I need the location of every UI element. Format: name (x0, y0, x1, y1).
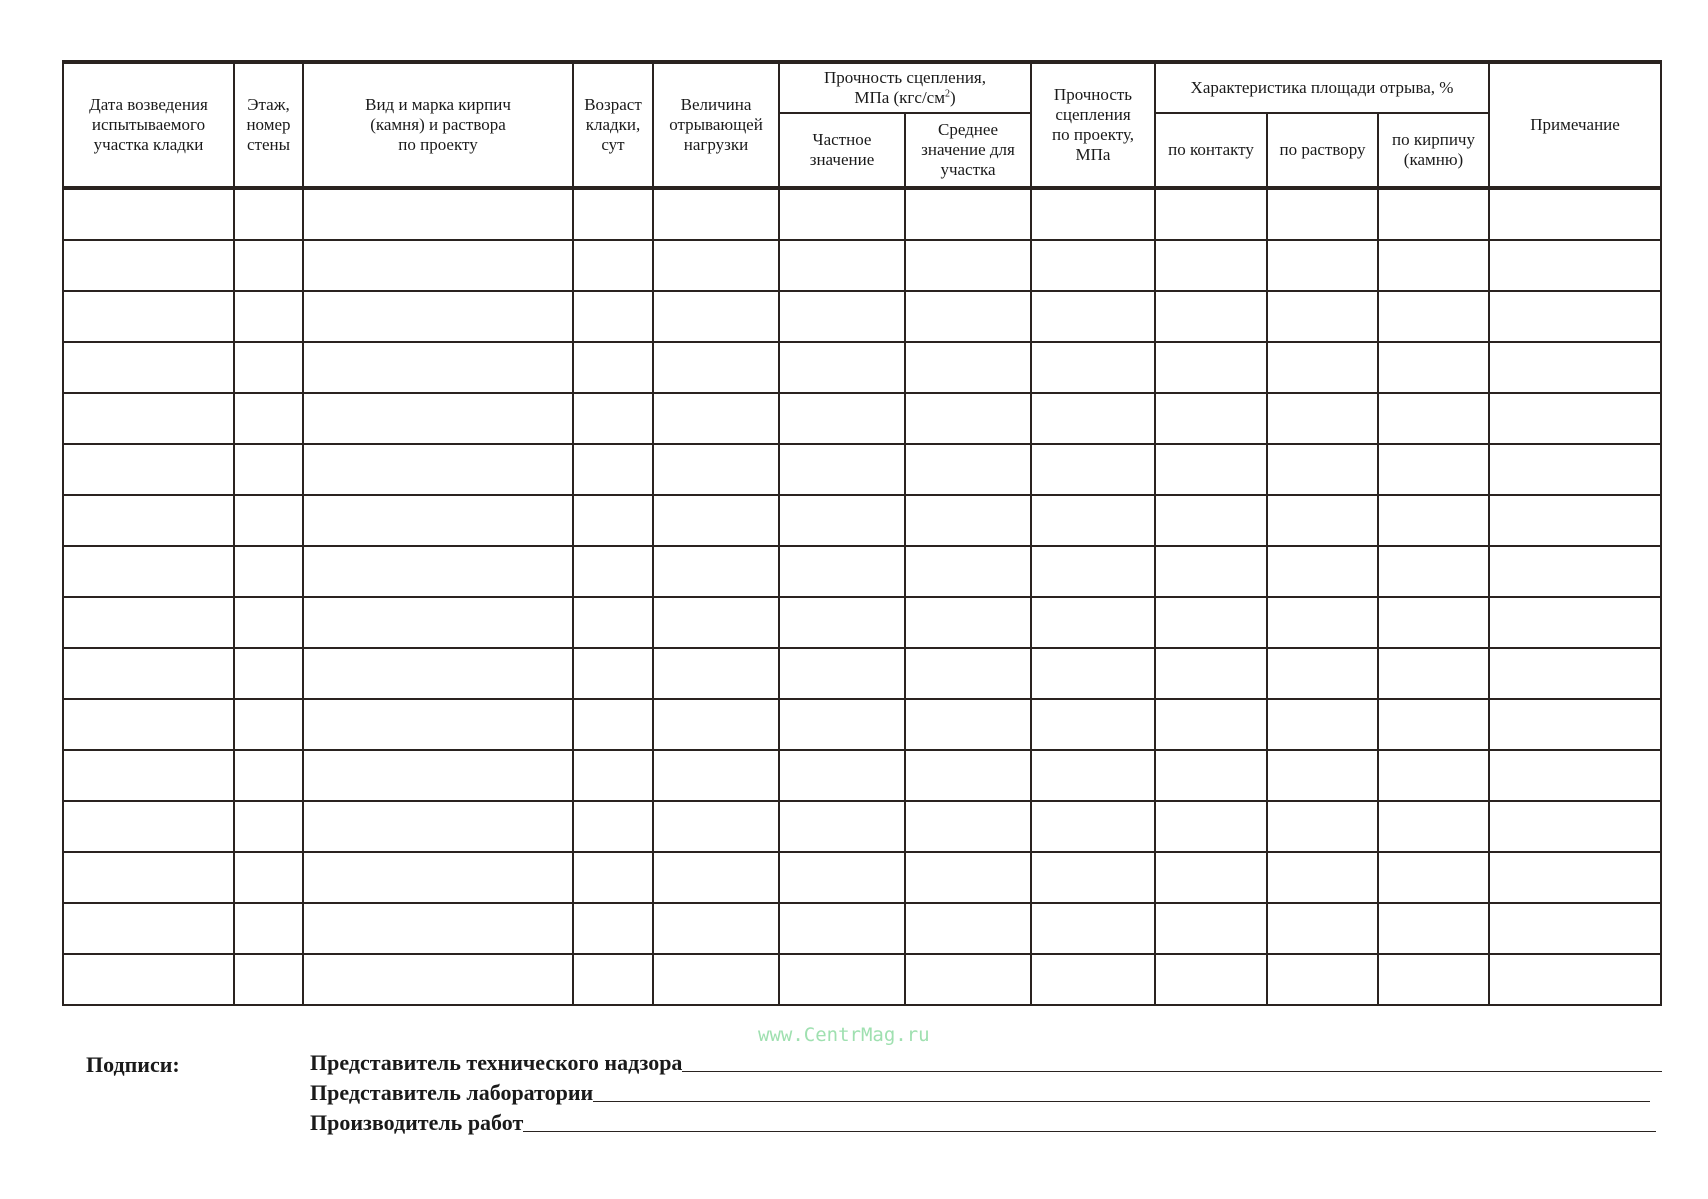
table-cell (1378, 393, 1489, 444)
table-cell (1378, 648, 1489, 699)
signature-role: Представитель технического надзора (310, 1050, 683, 1075)
table-cell (1155, 188, 1267, 240)
table-cell (779, 852, 905, 903)
table-cell (573, 852, 653, 903)
table-cell (1378, 546, 1489, 597)
table-cell (1267, 188, 1378, 240)
table-cell (1031, 954, 1155, 1005)
table-row (63, 852, 1661, 903)
table-cell (303, 188, 573, 240)
signature-line-work-manager (310, 1108, 1656, 1136)
table-cell (1031, 597, 1155, 648)
table-cell (303, 342, 573, 393)
table-cell (234, 444, 303, 495)
table-cell (1031, 546, 1155, 597)
table-cell (905, 597, 1031, 648)
table-row (63, 750, 1661, 801)
header-average-value: Среднее значение для участка (905, 113, 1031, 188)
table-cell (234, 342, 303, 393)
table-cell (63, 648, 234, 699)
header-brick-mortar-type: Вид и марка кирпич (камня) и раствора по проекту (303, 62, 573, 188)
table-cell (1378, 852, 1489, 903)
table-cell (653, 750, 779, 801)
table-cell (303, 597, 573, 648)
table-cell (1489, 291, 1661, 342)
table-cell (303, 750, 573, 801)
header-adhesion-strength-group (779, 62, 1031, 113)
table-row (63, 801, 1661, 852)
table-cell (1031, 291, 1155, 342)
table-row (63, 648, 1661, 699)
table-cell (779, 699, 905, 750)
table-cell (1489, 954, 1661, 1005)
watermark-text: www.CentrMag.ru (758, 1024, 930, 1046)
table-cell (905, 954, 1031, 1005)
table-cell (573, 801, 653, 852)
table-cell (63, 954, 234, 1005)
table-cell (1378, 597, 1489, 648)
table-cell (234, 699, 303, 750)
table-cell (1031, 852, 1155, 903)
table-cell (234, 954, 303, 1005)
table-cell (1489, 852, 1661, 903)
table-cell (1155, 750, 1267, 801)
table-cell (1489, 495, 1661, 546)
table-cell (1378, 342, 1489, 393)
table-cell (653, 444, 779, 495)
table-cell (1489, 597, 1661, 648)
table-cell (653, 342, 779, 393)
header-adhesion-strength-text: Прочность сцепления, МПа (кгс/см (824, 68, 986, 107)
table-cell (234, 495, 303, 546)
table-cell (653, 393, 779, 444)
signature-blank (593, 1101, 1650, 1102)
table-cell (573, 648, 653, 699)
table-cell (1155, 852, 1267, 903)
table-cell (779, 342, 905, 393)
table-cell (63, 291, 234, 342)
header-partial-value: Частное значение (779, 113, 905, 188)
table-cell (1155, 597, 1267, 648)
table-cell (1378, 444, 1489, 495)
table-cell (1378, 291, 1489, 342)
table-cell (653, 801, 779, 852)
adhesion-test-table (62, 60, 1662, 1006)
table-cell (303, 903, 573, 954)
table-cell (303, 444, 573, 495)
table-cell (63, 750, 234, 801)
table-cell (1031, 188, 1155, 240)
table-cell (573, 699, 653, 750)
table-cell (779, 444, 905, 495)
table-row (63, 903, 1661, 954)
table-cell (1155, 546, 1267, 597)
table-cell (573, 597, 653, 648)
table-cell (1378, 240, 1489, 291)
signature-line-tech-supervision (310, 1048, 1662, 1076)
table-cell (1267, 852, 1378, 903)
header-by-brick: по кирпичу (камню) (1378, 113, 1489, 188)
table-cell (1489, 801, 1661, 852)
table-cell (234, 750, 303, 801)
table-cell (1267, 954, 1378, 1005)
table-cell (905, 546, 1031, 597)
table-cell (905, 903, 1031, 954)
table-cell (1155, 699, 1267, 750)
table-cell (573, 240, 653, 291)
table-cell (779, 495, 905, 546)
table-cell (653, 240, 779, 291)
table-cell (1155, 801, 1267, 852)
table-cell (1267, 342, 1378, 393)
table-cell (1267, 597, 1378, 648)
table-cell (905, 750, 1031, 801)
table-row (63, 291, 1661, 342)
table-cell (1031, 903, 1155, 954)
table-cell (1489, 240, 1661, 291)
signature-role: Производитель работ (310, 1110, 524, 1135)
table-cell (1378, 188, 1489, 240)
table-cell (303, 495, 573, 546)
table-cell (779, 188, 905, 240)
table-cell (653, 699, 779, 750)
table-cell (1489, 903, 1661, 954)
header-date: Дата возведения испытываемого участка кладки (63, 62, 234, 188)
header-note: Примечание (1489, 62, 1661, 188)
table-cell (1378, 750, 1489, 801)
table-cell (1267, 648, 1378, 699)
header-masonry-age: Возраст кладки, сут (573, 62, 653, 188)
table-cell (573, 188, 653, 240)
table-cell (1489, 393, 1661, 444)
table-cell (1267, 444, 1378, 495)
header-project-strength: Прочность сцепления по проекту, МПа (1031, 62, 1155, 188)
table-cell (1031, 495, 1155, 546)
table-cell (653, 648, 779, 699)
table-cell (653, 597, 779, 648)
table-row (63, 342, 1661, 393)
signature-line-laboratory (310, 1078, 1650, 1106)
header-tearing-load: Величина отрывающей нагрузки (653, 62, 779, 188)
table-cell (653, 188, 779, 240)
table-cell (779, 240, 905, 291)
header-area-group: Характеристика площади отрыва, % (1155, 62, 1489, 113)
table-row (63, 444, 1661, 495)
table-cell (1267, 393, 1378, 444)
table-cell (779, 903, 905, 954)
table-cell (234, 291, 303, 342)
table-cell (905, 699, 1031, 750)
table-cell (1031, 342, 1155, 393)
table-cell (1267, 240, 1378, 291)
table-cell (905, 801, 1031, 852)
table-cell (63, 903, 234, 954)
table-cell (1267, 750, 1378, 801)
table-cell (1267, 699, 1378, 750)
table-cell (63, 801, 234, 852)
table-cell (779, 954, 905, 1005)
table-row (63, 240, 1661, 291)
table-cell (1031, 648, 1155, 699)
table-cell (1031, 750, 1155, 801)
table-cell (63, 852, 234, 903)
table-cell (1267, 546, 1378, 597)
table-cell (234, 240, 303, 291)
table-cell (234, 852, 303, 903)
table-cell (573, 546, 653, 597)
table-cell (63, 495, 234, 546)
table-cell (303, 954, 573, 1005)
table-cell (234, 801, 303, 852)
table-cell (573, 444, 653, 495)
table-cell (303, 801, 573, 852)
table-cell (905, 393, 1031, 444)
table-cell (234, 903, 303, 954)
table-row (63, 954, 1661, 1005)
table-cell (1489, 444, 1661, 495)
table-cell (303, 699, 573, 750)
table-cell (1031, 240, 1155, 291)
table-cell (1489, 546, 1661, 597)
table-cell (779, 750, 905, 801)
signature-blank (523, 1131, 1656, 1132)
table-cell (303, 240, 573, 291)
table-row (63, 546, 1661, 597)
table-cell (1155, 495, 1267, 546)
table-cell (779, 648, 905, 699)
table-cell (63, 342, 234, 393)
table-cell (1489, 188, 1661, 240)
table-cell (234, 546, 303, 597)
table-cell (234, 393, 303, 444)
table-cell (1155, 342, 1267, 393)
table-cell (905, 291, 1031, 342)
table-cell (1155, 291, 1267, 342)
table-cell (1155, 954, 1267, 1005)
table-cell (63, 699, 234, 750)
header-by-contact: по контакту (1155, 113, 1267, 188)
table-cell (63, 597, 234, 648)
table-cell (1267, 801, 1378, 852)
table-row (63, 597, 1661, 648)
table-row (63, 188, 1661, 240)
header-adhesion-strength-close: ) (949, 88, 956, 107)
table-cell (1489, 699, 1661, 750)
table-cell (573, 750, 653, 801)
table-body (63, 188, 1661, 1005)
table-cell (303, 648, 573, 699)
table-cell (1267, 495, 1378, 546)
table-cell (1489, 648, 1661, 699)
table-cell (573, 342, 653, 393)
table-cell (905, 852, 1031, 903)
table-cell (63, 188, 234, 240)
table-cell (1031, 699, 1155, 750)
table-row (63, 699, 1661, 750)
table-cell (653, 852, 779, 903)
table-cell (905, 648, 1031, 699)
table-cell (779, 597, 905, 648)
table-cell (653, 291, 779, 342)
header-adhesion-strength-sup: 2 (944, 88, 950, 100)
signatures-label: Подписи: (86, 1052, 180, 1077)
table-cell (303, 852, 573, 903)
table-cell (905, 495, 1031, 546)
table-row (63, 393, 1661, 444)
table-cell (63, 546, 234, 597)
table-cell (1031, 801, 1155, 852)
table-cell (653, 954, 779, 1005)
table-cell (653, 546, 779, 597)
header-floor-wall: Этаж, номер стены (234, 62, 303, 188)
table-cell (1489, 750, 1661, 801)
table-cell (1155, 648, 1267, 699)
table-cell (1155, 393, 1267, 444)
table-cell (573, 291, 653, 342)
table-cell (1378, 954, 1489, 1005)
table-cell (779, 801, 905, 852)
table-cell (573, 393, 653, 444)
table-cell (63, 444, 234, 495)
table-cell (573, 903, 653, 954)
table-cell (653, 495, 779, 546)
table-cell (653, 903, 779, 954)
table-row (63, 495, 1661, 546)
table-cell (1155, 240, 1267, 291)
table-cell (1378, 903, 1489, 954)
table-cell (303, 546, 573, 597)
table-cell (905, 188, 1031, 240)
table-cell (1155, 444, 1267, 495)
table-cell (234, 648, 303, 699)
table-cell (1031, 393, 1155, 444)
signature-role: Представитель лаборатории (310, 1080, 594, 1105)
table-cell (234, 597, 303, 648)
table-cell (573, 954, 653, 1005)
table-cell (779, 291, 905, 342)
table-cell (905, 240, 1031, 291)
table-cell (779, 546, 905, 597)
table-cell (1031, 444, 1155, 495)
table-cell (573, 495, 653, 546)
table-cell (1378, 801, 1489, 852)
table-cell (779, 393, 905, 444)
table-cell (303, 393, 573, 444)
signature-blank (682, 1071, 1662, 1072)
table-cell (905, 342, 1031, 393)
table-cell (905, 444, 1031, 495)
table-cell (1489, 342, 1661, 393)
table-cell (1267, 903, 1378, 954)
header-by-mortar: по раствору (1267, 113, 1378, 188)
table-cell (1155, 903, 1267, 954)
table-cell (63, 240, 234, 291)
table-cell (1267, 291, 1378, 342)
table-cell (1378, 699, 1489, 750)
table-cell (63, 393, 234, 444)
table-cell (303, 291, 573, 342)
table-cell (234, 188, 303, 240)
table-cell (1378, 495, 1489, 546)
